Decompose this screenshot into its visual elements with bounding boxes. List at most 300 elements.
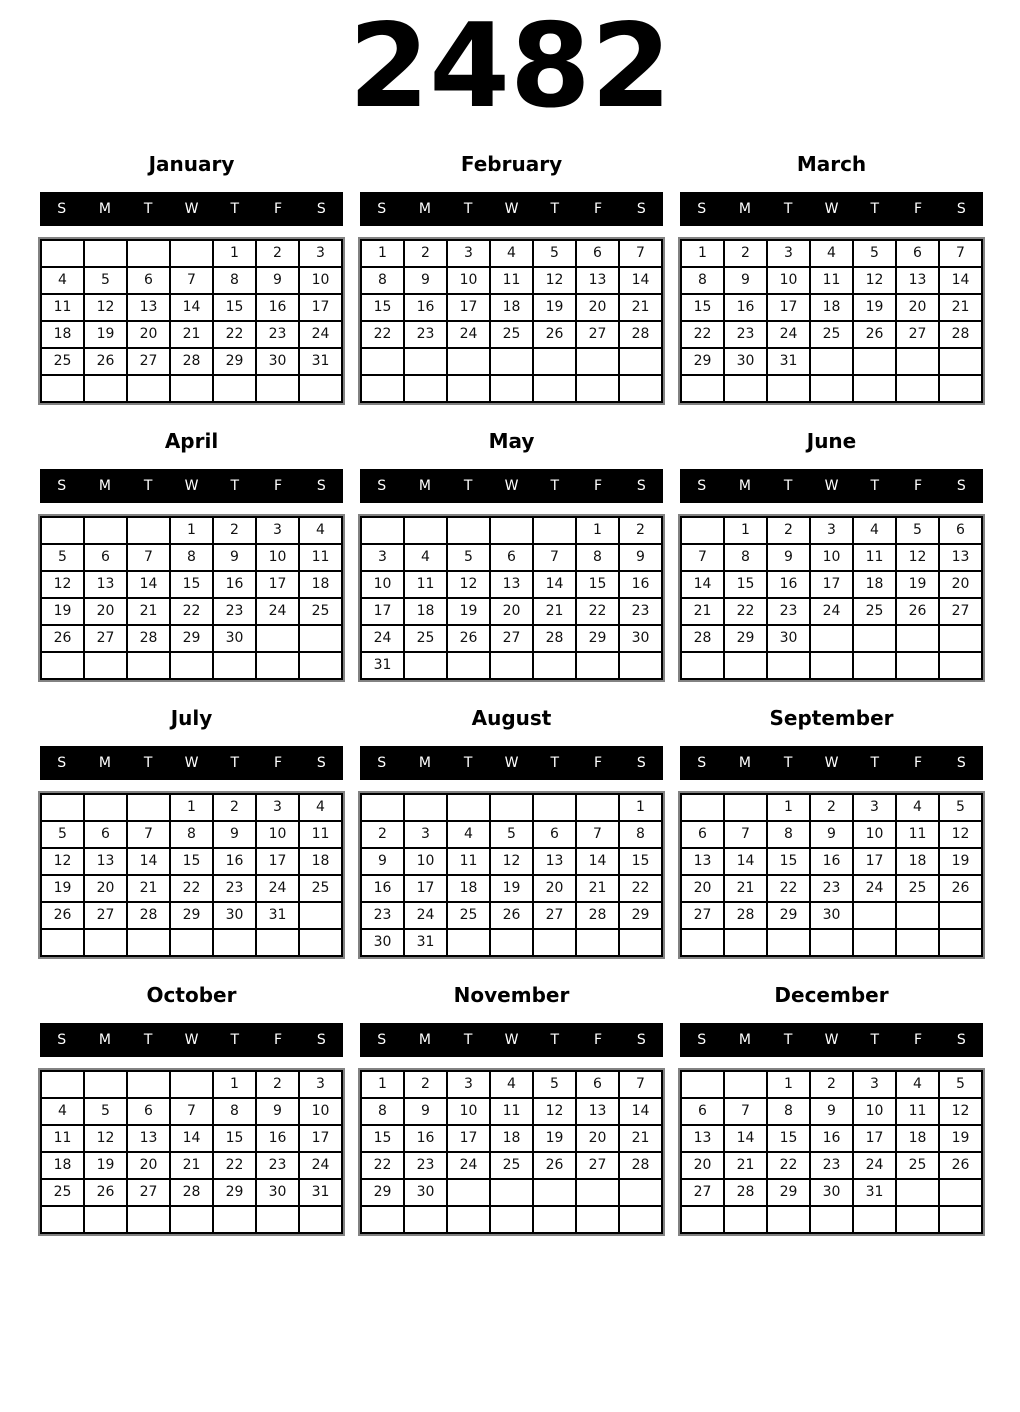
- week-row: [41, 1152, 342, 1179]
- week-row: [41, 1071, 342, 1098]
- day-cell: 18: [41, 321, 84, 348]
- day-cell: 15: [213, 294, 256, 321]
- day-cell: 9: [361, 848, 404, 875]
- day-cell: 23: [404, 1152, 447, 1179]
- week-row: [41, 1206, 342, 1233]
- day-cell: 31: [256, 902, 299, 929]
- day-cell: 6: [681, 821, 724, 848]
- day-cell: 21: [170, 321, 213, 348]
- day-cell: 29: [213, 1179, 256, 1206]
- weekday-header-bar: [360, 746, 663, 780]
- empty-cell: [41, 652, 84, 679]
- weekday-label: S: [316, 1031, 326, 1048]
- empty-cell: [853, 1206, 896, 1233]
- empty-cell: [41, 1071, 84, 1098]
- empty-cell: [896, 652, 939, 679]
- day-cell: 11: [299, 821, 342, 848]
- empty-cell: [767, 929, 810, 956]
- day-cell: 11: [299, 544, 342, 571]
- day-cell: 23: [213, 875, 256, 902]
- empty-cell: [810, 375, 853, 402]
- empty-cell: [896, 902, 939, 929]
- day-cell: 18: [490, 294, 533, 321]
- week-row: [681, 1152, 982, 1179]
- weekday-label: T: [870, 1031, 880, 1048]
- weekday-label: T: [870, 754, 880, 771]
- day-cell: 8: [213, 267, 256, 294]
- day-cell: 5: [896, 517, 939, 544]
- month-title: February: [460, 151, 563, 176]
- day-cell: 25: [810, 321, 853, 348]
- day-cell: 29: [619, 902, 662, 929]
- weekday-label: T: [463, 754, 473, 771]
- day-cell: 28: [724, 902, 767, 929]
- day-cell: 8: [170, 544, 213, 571]
- day-cell: 25: [299, 598, 342, 625]
- empty-cell: [299, 625, 342, 652]
- empty-cell: [896, 375, 939, 402]
- week-row: [41, 267, 342, 294]
- empty-cell: [533, 375, 576, 402]
- empty-cell: [361, 794, 404, 821]
- weekday-label: S: [956, 754, 966, 771]
- day-cell: 10: [447, 1098, 490, 1125]
- weekday-label: S: [636, 1031, 646, 1048]
- week-row: [681, 348, 982, 375]
- day-cell: 26: [490, 902, 533, 929]
- empty-cell: [810, 348, 853, 375]
- empty-cell: [533, 1206, 576, 1233]
- empty-cell: [724, 375, 767, 402]
- day-cell: 20: [127, 321, 170, 348]
- day-cell: 14: [170, 1125, 213, 1152]
- month-day-grid: [680, 239, 983, 403]
- day-cell: 22: [767, 875, 810, 902]
- weekday-label: F: [274, 477, 283, 494]
- week-row: [681, 571, 982, 598]
- empty-cell: [681, 652, 724, 679]
- day-cell: 28: [170, 348, 213, 375]
- empty-cell: [41, 929, 84, 956]
- day-cell: 4: [853, 517, 896, 544]
- empty-cell: [810, 625, 853, 652]
- day-cell: 6: [681, 1098, 724, 1125]
- weekday-label: T: [230, 754, 240, 771]
- weekday-label: M: [738, 200, 751, 217]
- month-july: [40, 704, 343, 957]
- day-cell: 9: [724, 267, 767, 294]
- weekday-label: W: [184, 1031, 199, 1048]
- week-row: [361, 294, 662, 321]
- month-title: December: [774, 982, 889, 1007]
- week-row: [361, 625, 662, 652]
- weekday-label: W: [824, 1031, 839, 1048]
- day-cell: 10: [767, 267, 810, 294]
- empty-cell: [853, 348, 896, 375]
- week-row: [361, 1098, 662, 1125]
- weekday-label: T: [783, 200, 793, 217]
- day-cell: 2: [619, 517, 662, 544]
- empty-cell: [853, 375, 896, 402]
- day-cell: 12: [939, 1098, 982, 1125]
- day-cell: 13: [576, 1098, 619, 1125]
- week-row: [361, 1125, 662, 1152]
- week-row: [41, 321, 342, 348]
- week-row: [41, 929, 342, 956]
- empty-cell: [84, 1071, 127, 1098]
- week-row: [361, 1179, 662, 1206]
- day-cell: 29: [767, 1179, 810, 1206]
- day-cell: 31: [299, 348, 342, 375]
- week-row: [361, 544, 662, 571]
- empty-cell: [170, 375, 213, 402]
- day-cell: 27: [939, 598, 982, 625]
- day-cell: 5: [84, 267, 127, 294]
- day-cell: 27: [127, 348, 170, 375]
- day-cell: 21: [939, 294, 982, 321]
- day-cell: 27: [576, 1152, 619, 1179]
- day-cell: 4: [447, 821, 490, 848]
- day-cell: 19: [896, 571, 939, 598]
- day-cell: 5: [939, 1071, 982, 1098]
- weekday-label: T: [230, 200, 240, 217]
- day-cell: 23: [810, 875, 853, 902]
- day-cell: 22: [681, 321, 724, 348]
- week-row: [681, 375, 982, 402]
- weekday-label: W: [504, 200, 519, 217]
- empty-cell: [447, 1179, 490, 1206]
- empty-cell: [619, 1179, 662, 1206]
- week-row: [681, 1071, 982, 1098]
- day-cell: 3: [256, 517, 299, 544]
- empty-cell: [490, 517, 533, 544]
- day-cell: 9: [810, 821, 853, 848]
- empty-cell: [681, 375, 724, 402]
- weekday-label: T: [550, 200, 560, 217]
- day-cell: 29: [213, 348, 256, 375]
- day-cell: 29: [767, 902, 810, 929]
- day-cell: 20: [576, 1125, 619, 1152]
- weekday-label: W: [824, 754, 839, 771]
- day-cell: 17: [447, 294, 490, 321]
- day-cell: 29: [361, 1179, 404, 1206]
- day-cell: 13: [681, 1125, 724, 1152]
- weekday-label: T: [143, 200, 153, 217]
- empty-cell: [299, 652, 342, 679]
- day-cell: 1: [361, 1071, 404, 1098]
- day-cell: 22: [170, 598, 213, 625]
- day-cell: 12: [84, 1125, 127, 1152]
- weekday-label: S: [377, 754, 387, 771]
- day-cell: 27: [576, 321, 619, 348]
- empty-cell: [404, 1206, 447, 1233]
- week-row: [41, 375, 342, 402]
- weekday-label: T: [783, 477, 793, 494]
- day-cell: 13: [127, 1125, 170, 1152]
- day-cell: 31: [361, 652, 404, 679]
- day-cell: 28: [619, 321, 662, 348]
- day-cell: 26: [939, 875, 982, 902]
- day-cell: 9: [404, 1098, 447, 1125]
- empty-cell: [490, 348, 533, 375]
- empty-cell: [896, 625, 939, 652]
- weekday-label: S: [636, 477, 646, 494]
- weekday-label: S: [636, 200, 646, 217]
- empty-cell: [681, 929, 724, 956]
- weekday-label: T: [550, 1031, 560, 1048]
- day-cell: 7: [170, 1098, 213, 1125]
- week-row: [681, 1206, 982, 1233]
- day-cell: 20: [681, 1152, 724, 1179]
- day-cell: 5: [447, 544, 490, 571]
- month-title: November: [453, 982, 570, 1007]
- week-row: [361, 571, 662, 598]
- day-cell: 17: [767, 294, 810, 321]
- day-cell: 30: [810, 1179, 853, 1206]
- weekday-label: M: [418, 1031, 431, 1048]
- week-row: [361, 794, 662, 821]
- empty-cell: [170, 240, 213, 267]
- day-cell: 11: [896, 821, 939, 848]
- day-cell: 6: [127, 1098, 170, 1125]
- day-cell: 1: [361, 240, 404, 267]
- day-cell: 13: [681, 848, 724, 875]
- day-cell: 15: [170, 848, 213, 875]
- month-day-grid: [680, 793, 983, 957]
- day-cell: 8: [170, 821, 213, 848]
- month-day-grid: [680, 516, 983, 680]
- day-cell: 2: [256, 1071, 299, 1098]
- day-cell: 16: [810, 1125, 853, 1152]
- empty-cell: [41, 240, 84, 267]
- week-row: [681, 1179, 982, 1206]
- empty-cell: [939, 348, 982, 375]
- day-cell: 24: [299, 321, 342, 348]
- day-cell: 9: [619, 544, 662, 571]
- day-cell: 27: [896, 321, 939, 348]
- week-row: [681, 267, 982, 294]
- day-cell: 7: [576, 821, 619, 848]
- weekday-header-bar: [680, 469, 983, 503]
- month-june: [680, 427, 983, 680]
- day-cell: 31: [404, 929, 447, 956]
- day-cell: 19: [490, 875, 533, 902]
- day-cell: 20: [533, 875, 576, 902]
- empty-cell: [299, 929, 342, 956]
- weekday-header-bar: [680, 746, 983, 780]
- week-row: [41, 240, 342, 267]
- empty-cell: [576, 1179, 619, 1206]
- weekday-header-bar: [360, 469, 663, 503]
- week-row: [41, 794, 342, 821]
- weekday-label: M: [98, 200, 111, 217]
- weekday-label: F: [274, 754, 283, 771]
- day-cell: 27: [533, 902, 576, 929]
- day-cell: 30: [619, 625, 662, 652]
- week-row: [361, 375, 662, 402]
- day-cell: 30: [404, 1179, 447, 1206]
- day-cell: 23: [256, 321, 299, 348]
- day-cell: 26: [853, 321, 896, 348]
- weekday-label: T: [143, 1031, 153, 1048]
- empty-cell: [256, 1206, 299, 1233]
- empty-cell: [533, 348, 576, 375]
- empty-cell: [41, 375, 84, 402]
- day-cell: 19: [533, 1125, 576, 1152]
- day-cell: 6: [939, 517, 982, 544]
- day-cell: 14: [533, 571, 576, 598]
- empty-cell: [127, 240, 170, 267]
- weekday-label: W: [504, 754, 519, 771]
- week-row: [681, 240, 982, 267]
- day-cell: 20: [84, 875, 127, 902]
- weekday-label: T: [870, 477, 880, 494]
- month-day-grid: [40, 793, 343, 957]
- week-row: [41, 294, 342, 321]
- day-cell: 16: [361, 875, 404, 902]
- day-cell: 7: [127, 544, 170, 571]
- month-day-grid: [360, 1070, 663, 1234]
- month-title: April: [164, 428, 219, 453]
- day-cell: 30: [256, 1179, 299, 1206]
- day-cell: 3: [767, 240, 810, 267]
- day-cell: 24: [853, 1152, 896, 1179]
- empty-cell: [127, 1206, 170, 1233]
- day-cell: 2: [724, 240, 767, 267]
- empty-cell: [256, 625, 299, 652]
- month-march: [680, 150, 983, 403]
- week-row: [681, 902, 982, 929]
- day-cell: 31: [299, 1179, 342, 1206]
- week-row: [681, 794, 982, 821]
- weekday-label: T: [870, 200, 880, 217]
- day-cell: 2: [213, 794, 256, 821]
- day-cell: 10: [853, 1098, 896, 1125]
- day-cell: 8: [681, 267, 724, 294]
- empty-cell: [41, 517, 84, 544]
- empty-cell: [361, 348, 404, 375]
- empty-cell: [853, 625, 896, 652]
- day-cell: 18: [299, 571, 342, 598]
- day-cell: 18: [404, 598, 447, 625]
- day-cell: 19: [853, 294, 896, 321]
- weekday-label: W: [184, 477, 199, 494]
- day-cell: 21: [533, 598, 576, 625]
- empty-cell: [447, 517, 490, 544]
- weekday-header-bar: [40, 746, 343, 780]
- day-cell: 13: [896, 267, 939, 294]
- day-cell: 26: [41, 902, 84, 929]
- empty-cell: [361, 517, 404, 544]
- day-cell: 11: [810, 267, 853, 294]
- weekday-label: S: [57, 754, 67, 771]
- weekday-label: F: [914, 477, 923, 494]
- day-cell: 8: [724, 544, 767, 571]
- day-cell: 21: [619, 1125, 662, 1152]
- day-cell: 16: [810, 848, 853, 875]
- day-cell: 25: [853, 598, 896, 625]
- day-cell: 4: [490, 1071, 533, 1098]
- day-cell: 14: [127, 848, 170, 875]
- day-cell: 3: [810, 517, 853, 544]
- day-cell: 16: [619, 571, 662, 598]
- empty-cell: [490, 1206, 533, 1233]
- day-cell: 1: [170, 794, 213, 821]
- empty-cell: [361, 375, 404, 402]
- day-cell: 17: [447, 1125, 490, 1152]
- week-row: [41, 652, 342, 679]
- month-title: October: [146, 982, 237, 1007]
- empty-cell: [939, 929, 982, 956]
- day-cell: 1: [767, 1071, 810, 1098]
- day-cell: 15: [681, 294, 724, 321]
- empty-cell: [681, 1206, 724, 1233]
- day-cell: 20: [939, 571, 982, 598]
- day-cell: 30: [361, 929, 404, 956]
- day-cell: 4: [299, 794, 342, 821]
- day-cell: 4: [896, 794, 939, 821]
- day-cell: 25: [490, 1152, 533, 1179]
- day-cell: 26: [41, 625, 84, 652]
- empty-cell: [256, 375, 299, 402]
- day-cell: 8: [213, 1098, 256, 1125]
- weekday-label: T: [230, 1031, 240, 1048]
- week-row: [41, 821, 342, 848]
- weekday-label: S: [956, 477, 966, 494]
- empty-cell: [576, 375, 619, 402]
- weekday-label: S: [697, 477, 707, 494]
- day-cell: 21: [170, 1152, 213, 1179]
- weekday-label: S: [697, 200, 707, 217]
- day-cell: 20: [490, 598, 533, 625]
- month-day-grid: [40, 1070, 343, 1234]
- day-cell: 8: [576, 544, 619, 571]
- day-cell: 28: [170, 1179, 213, 1206]
- week-row: [41, 902, 342, 929]
- empty-cell: [681, 517, 724, 544]
- empty-cell: [724, 794, 767, 821]
- day-cell: 18: [41, 1152, 84, 1179]
- empty-cell: [576, 348, 619, 375]
- day-cell: 30: [767, 625, 810, 652]
- empty-cell: [619, 1206, 662, 1233]
- weekday-label: S: [636, 754, 646, 771]
- empty-cell: [299, 902, 342, 929]
- week-row: [681, 294, 982, 321]
- empty-cell: [767, 375, 810, 402]
- week-row: [41, 571, 342, 598]
- day-cell: 26: [84, 348, 127, 375]
- day-cell: 4: [41, 1098, 84, 1125]
- empty-cell: [724, 652, 767, 679]
- day-cell: 10: [853, 821, 896, 848]
- day-cell: 8: [361, 1098, 404, 1125]
- weekday-label: S: [377, 477, 387, 494]
- day-cell: 17: [256, 571, 299, 598]
- day-cell: 18: [299, 848, 342, 875]
- month-title: March: [796, 151, 867, 176]
- day-cell: 23: [724, 321, 767, 348]
- weekday-label: T: [143, 754, 153, 771]
- day-cell: 31: [767, 348, 810, 375]
- week-row: [41, 598, 342, 625]
- day-cell: 27: [681, 1179, 724, 1206]
- weekday-header-bar: [680, 1023, 983, 1057]
- day-cell: 13: [490, 571, 533, 598]
- empty-cell: [490, 1179, 533, 1206]
- day-cell: 6: [533, 821, 576, 848]
- empty-cell: [681, 794, 724, 821]
